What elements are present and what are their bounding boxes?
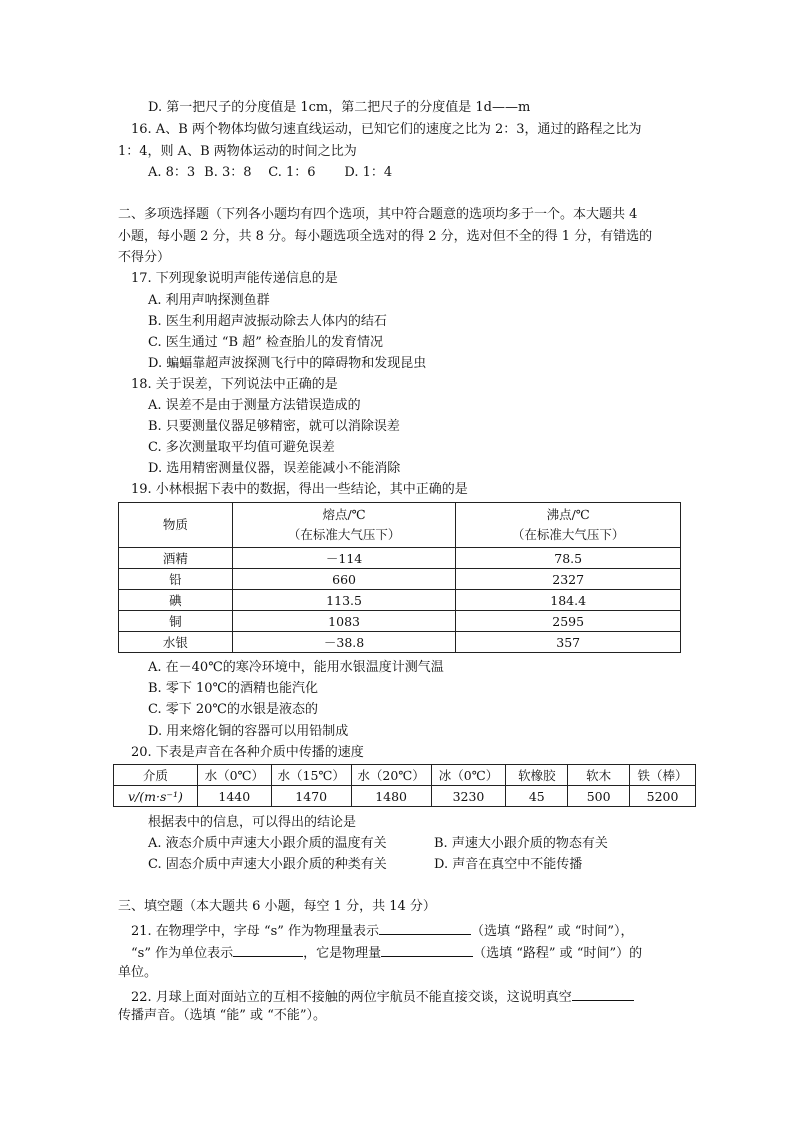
cell-substance: 铅 [119,569,233,590]
cell-substance: 铜 [119,611,233,632]
cell-boiling: 78.5 [456,548,681,569]
q21-text-3: “s” 作为单位表示 [131,946,234,961]
table-row [119,611,681,632]
q16-option-b: B. 3：8 [204,165,252,180]
q21-blank-3[interactable] [381,942,473,957]
q17-stem: 17. 下列现象说明声能传递信息的是 [131,271,338,286]
cell-speed: 500 [568,786,630,807]
cell-melting: －114 [232,548,456,569]
q16-stem-line1: 16. A、B 两个物体均做匀速直线运动，已知它们的速度之比为 2：3，通过的路程之比为 [131,122,642,137]
q17-option-b: B. 医生利用超声波振动除去人体内的结石 [148,314,387,329]
section2-heading-line3: 不得分） [118,250,171,265]
section2-heading-line2: 小题，每小题 2 分，共 8 分。每小题选项全选对的得 2 分，选对但不全的得 1 分，有错选的 [118,229,653,244]
header-melting-point: 熔点/℃ （在标准大气压下） [232,503,456,548]
q16-option-c: C. 1：6 [268,165,316,180]
q20-stem: 20. 下表是声音在各种介质中传播的速度 [131,745,364,760]
table-row [119,590,681,611]
q20-option-a: A. 液态介质中声速大小跟介质的温度有关 [148,836,387,851]
q22-text-1: 22. 月球上面对面站立的互相不接触的两位宇航员不能直接交谈，这说明真空 [131,990,572,1005]
cell-boiling: 2327 [456,569,681,590]
q15-option-d: D. 第一把尺子的分度值是 1cm，第二把尺子的分度值是 1d——m [148,100,531,115]
q19-stem: 19. 小林根据下表中的数据，得出一些结论，其中正确的是 [131,482,468,497]
cell-substance: 碘 [119,590,233,611]
header-cork: 软木 [568,765,630,786]
cell-speed: 3230 [431,786,506,807]
q16-stem-line2: 1：4，则 A、B 两物体运动的时间之比为 [118,144,357,159]
header-soft-rubber: 软橡胶 [506,765,568,786]
q20-lead: 根据表中的信息，可以得出的结论是 [148,815,357,830]
header-medium: 介质 [114,765,198,786]
q21-line3: 单位。 [118,965,158,980]
q19-option-d: D. 用来熔化铜的容器可以用铅制成 [148,724,349,739]
q17-option-c: C. 医生通过 “B 超” 检查胎儿的发育情况 [148,335,383,350]
q21-blank-1[interactable] [379,920,471,935]
q16-options [148,164,392,182]
q19-option-a: A. 在－40℃的寒冷环境中，能用水银温度计测气温 [148,660,444,675]
section3-heading: 三、填空题（本大题共 6 小题，每空 1 分，共 14 分） [118,899,436,914]
q21-line2 [131,942,642,963]
cell-boiling: 184.4 [456,590,681,611]
cell-melting: －38.8 [232,632,456,653]
header-ice-0c: 冰（0℃） [431,765,506,786]
cell-boiling: 2595 [456,611,681,632]
q18-option-a: A. 误差不是由于测量方法错误造成的 [148,398,361,413]
row-label-speed: v/(m·s⁻¹) [114,786,198,807]
cell-speed: 1480 [351,786,431,807]
cell-speed: 1470 [271,786,351,807]
q18-option-b: B. 只要测量仪器足够精密，就可以消除误差 [148,419,400,434]
cell-melting: 660 [232,569,456,590]
header-water-15c: 水（15℃） [271,765,351,786]
q22-line2: 传播声音。（选填 “能” 或 “不能”）。 [118,1008,326,1023]
q21-text-2: （选填 “路程” 或 “时间”）， [471,924,634,939]
speed-table-values-row [114,786,696,807]
melting-boiling-table [118,502,681,653]
q21-text-5: （选填 “路程” 或 “时间”）的 [473,946,643,961]
q16-option-d: D. 1：4 [344,165,393,180]
header-water-20c: 水（20℃） [351,765,431,786]
cell-substance: 水银 [119,632,233,653]
header-water-0c: 水（0℃） [197,765,271,786]
table-row [119,632,681,653]
speed-table-header-row [114,765,696,786]
q21-text-4: ，它是物理量 [303,946,382,961]
q19-option-c: C. 零下 20℃的水银是液态的 [148,702,318,717]
q17-option-d: D. 蝙蝠靠超声波探测飞行中的障碍物和发现昆虫 [148,356,427,371]
cell-speed: 1440 [197,786,271,807]
q18-stem: 18. 关于误差，下列说法中正确的是 [131,377,338,392]
table-row [119,569,681,590]
table-row [119,548,681,569]
cell-boiling: 357 [456,632,681,653]
cell-melting: 113.5 [232,590,456,611]
q18-option-d: D. 选用精密测量仪器，误差能减小不能消除 [148,461,401,476]
q21-line1 [131,920,634,941]
cell-substance: 酒精 [119,548,233,569]
header-substance: 物质 [119,503,233,548]
q22-line1 [131,986,634,1007]
cell-melting: 1083 [232,611,456,632]
q22-blank-1[interactable] [572,986,634,1001]
header-boiling-point: 沸点/℃ （在标准大气压下） [456,503,681,548]
cell-speed: 5200 [630,786,696,807]
q20-option-c: C. 固态介质中声速大小跟介质的种类有关 [148,857,387,872]
table-header-row [119,503,681,548]
q21-text-1: 21. 在物理学中，字母 “s” 作为物理量表示 [131,924,380,939]
sound-speed-table [113,764,696,807]
q16-option-a: A. 8：3 [148,165,196,180]
q21-blank-2[interactable] [233,942,303,957]
section2-heading-line1: 二、多项选择题（下列各小题均有四个选项，其中符合题意的选项均多于一个。本大题共 4 [118,207,638,222]
cell-speed: 45 [506,786,568,807]
q18-option-c: C. 多次测量取平均值可避免误差 [148,440,335,455]
q20-option-b: B. 声速大小跟介质的物态有关 [434,836,608,851]
q20-option-d: D. 声音在真空中不能传播 [434,857,583,872]
q19-option-b: B. 零下 10℃的酒精也能汽化 [148,681,319,696]
q17-option-a: A. 利用声呐探测鱼群 [148,293,270,308]
header-iron-rod: 铁（棒） [630,765,696,786]
